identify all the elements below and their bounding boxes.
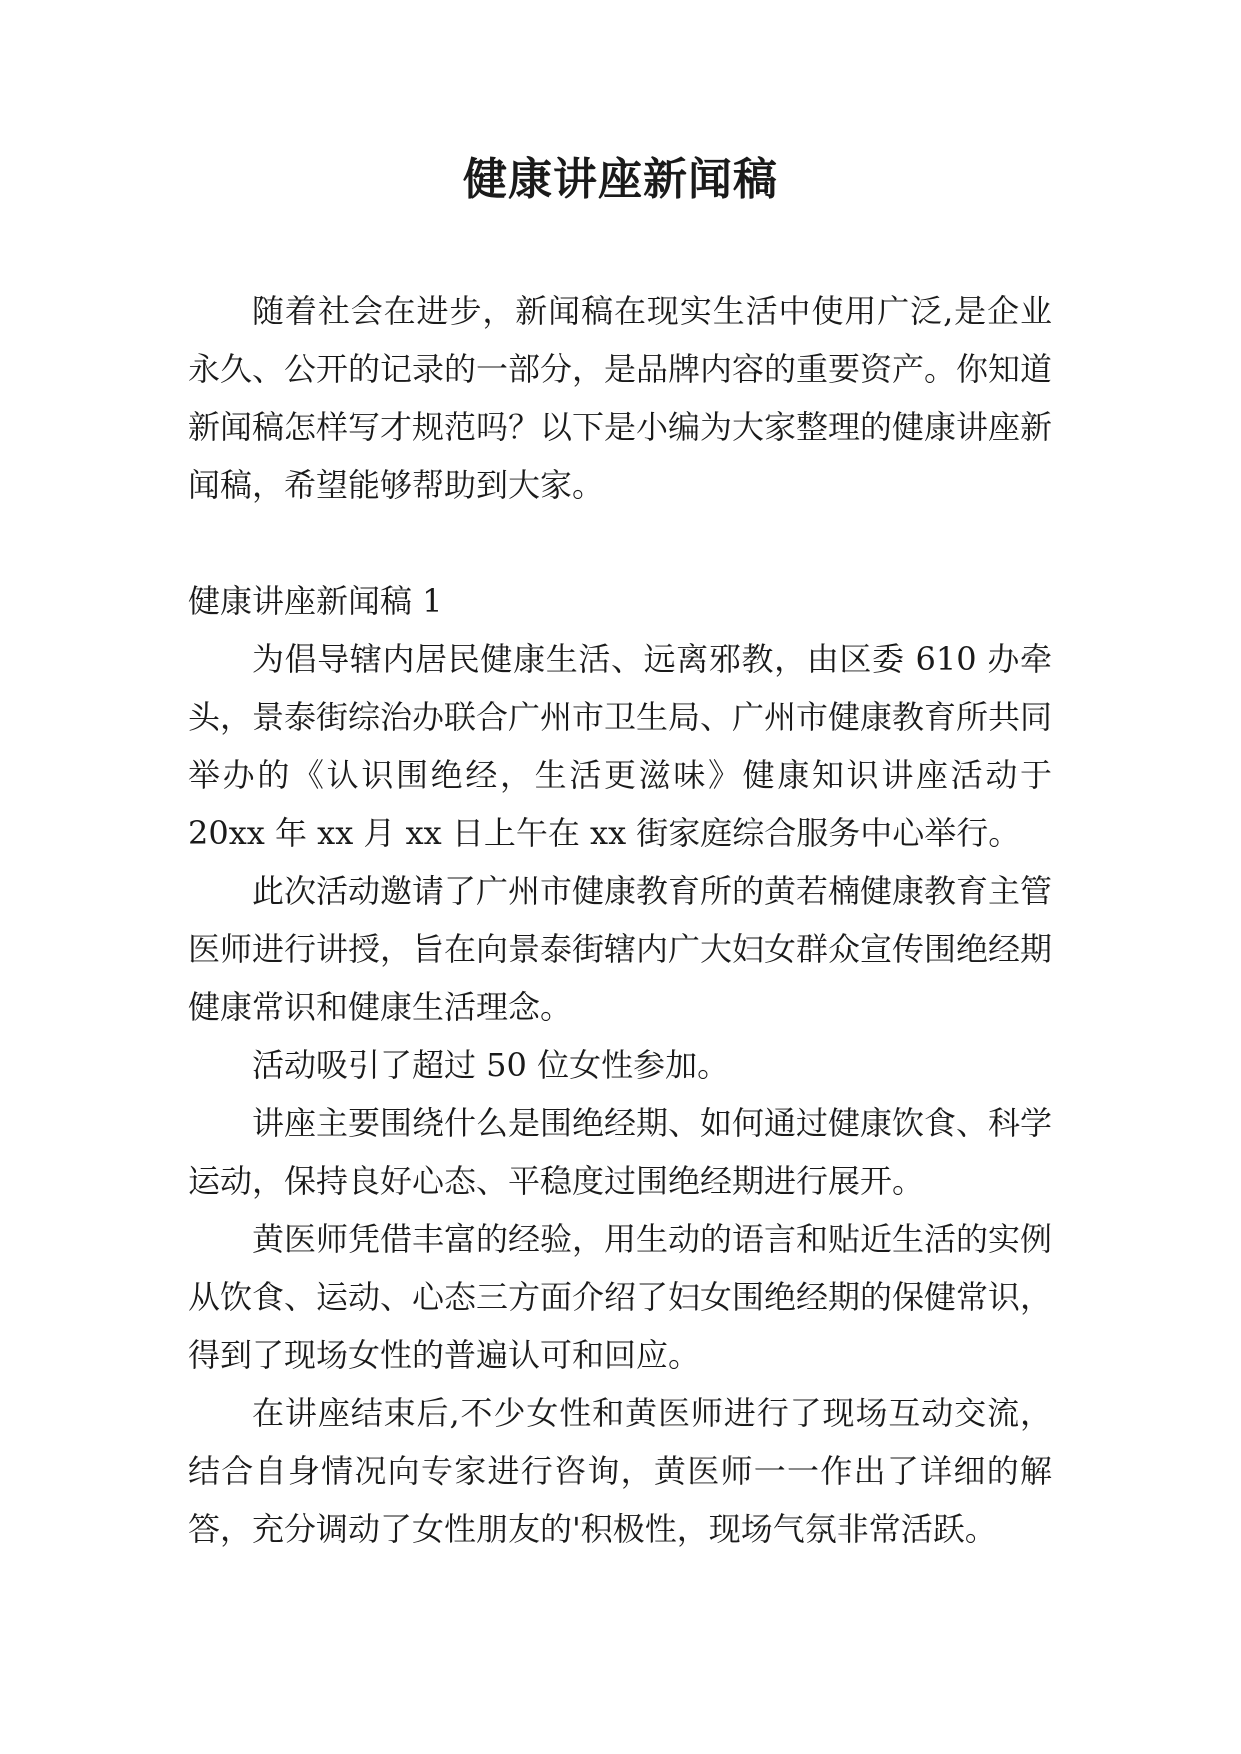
intro-paragraph: 随着社会在进步，新闻稿在现实生活中使用广泛,是企业永久、公开的记录的一部分，是品牌内容的重要资产。你知道新闻稿怎样写才规范吗？以下是小编为大家整理的健康讲座新闻稿，希望能够帮助到大家。 bbox=[188, 292, 1053, 504]
section-heading: 健康讲座新闻稿 1 bbox=[188, 582, 443, 620]
document-title: 健康讲座新闻稿 bbox=[463, 154, 778, 205]
body-paragraph: 此次活动邀请了广州市健康教育所的黄若楠健康教育主管医师进行讲授，旨在向景泰街辖内广大妇女群众宣传围绝经期健康常识和健康生活理念。 bbox=[188, 872, 1053, 1026]
body-paragraph: 活动吸引了超过 50 位女性参加。 bbox=[252, 1046, 730, 1084]
body-paragraph: 在讲座结束后,不少女性和黄医师进行了现场互动交流，结合自身情况向专家进行咨询，黄医师一一作出了详细的解答，充分调动了女性朋友的'积极性，现场气氛非常活跃。 bbox=[188, 1394, 1052, 1548]
document-body bbox=[188, 282, 1052, 1558]
body-paragraph: 讲座主要围绕什么是围绝经期、如何通过健康饮食、科学运动，保持良好心态、平稳度过围绝经期进行展开。 bbox=[188, 1104, 1053, 1200]
body-paragraph: 为倡导辖内居民健康生活、远离邪教，由区委 610 办牵头，景泰街综治办联合广州市卫生局、广州市健康教育所共同举办的《认识围绝经，生活更滋味》健康知识讲座活动于 20xx 年 xx 月 xx 日上午在 xx 街家庭综合服务中心举行。 bbox=[188, 640, 1053, 852]
body-paragraph: 黄医师凭借丰富的经验，用生动的语言和贴近生活的实例从饮食、运动、心态三方面介绍了妇女围绝经期的保健常识，得到了现场女性的普遍认可和回应。 bbox=[188, 1220, 1053, 1374]
